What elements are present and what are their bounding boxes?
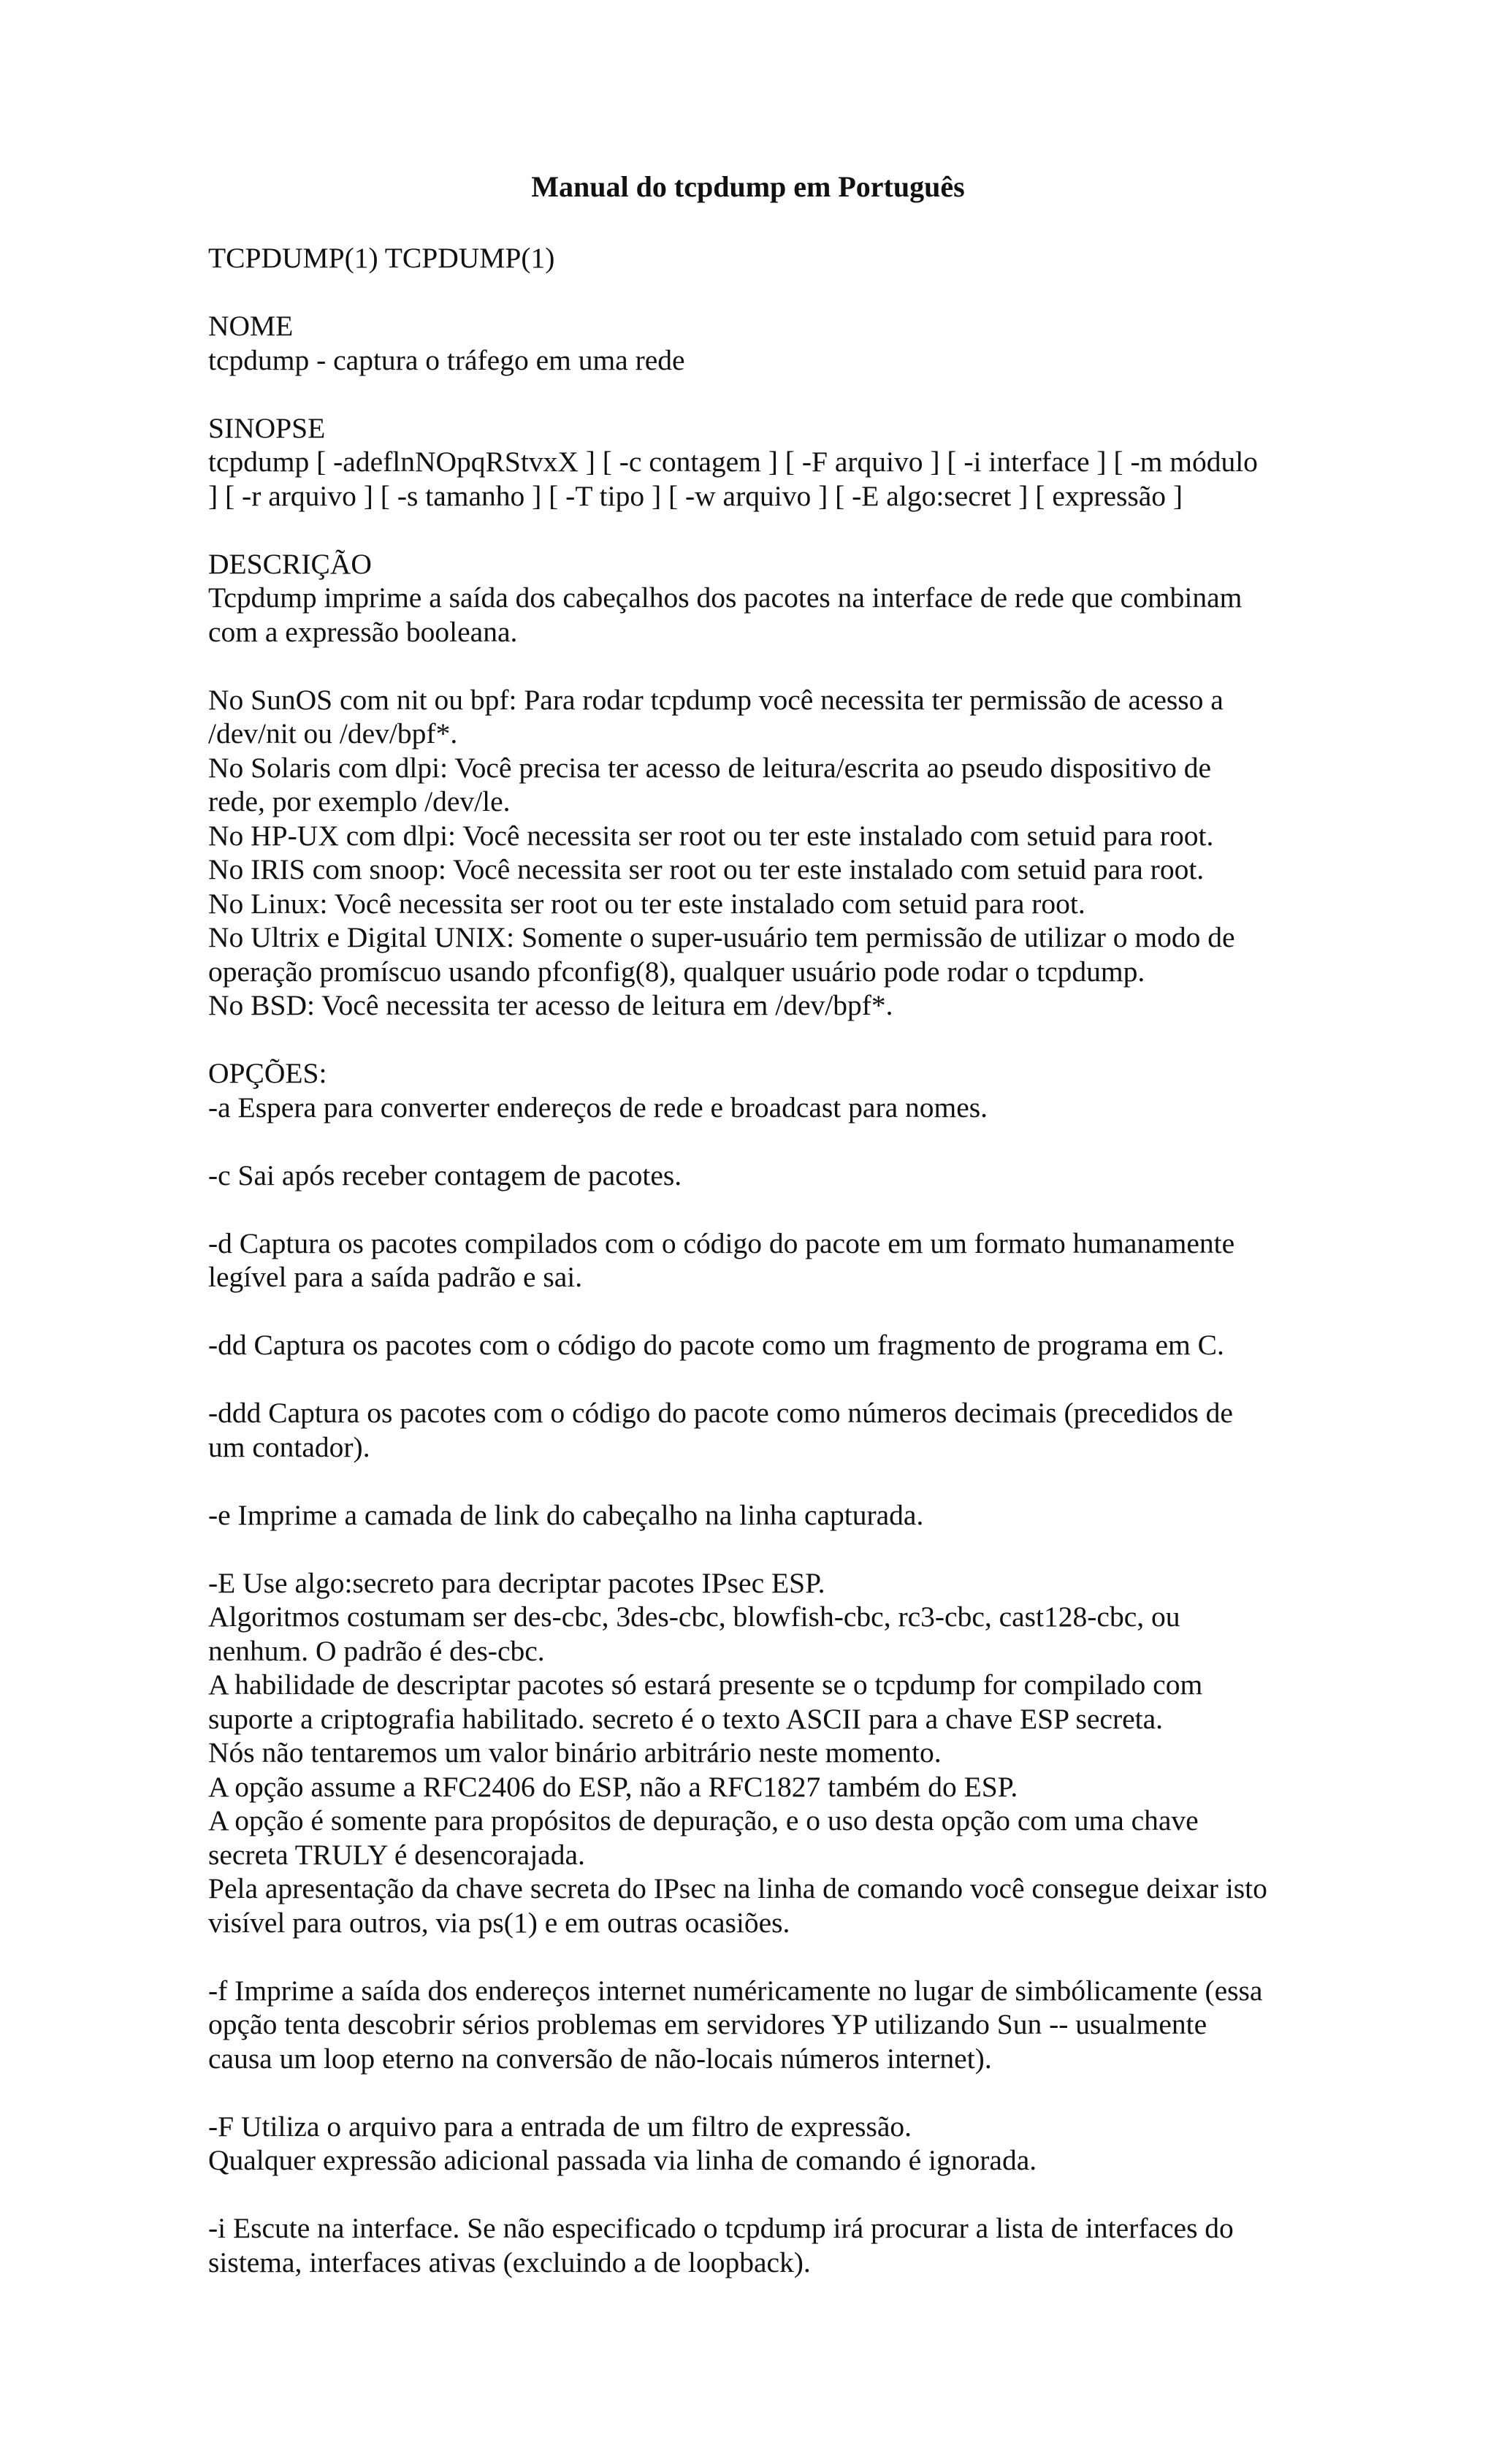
- text-line: legível para a saída padrão e sai.: [208, 1261, 583, 1293]
- text-line: -i Escute na interface. Se não especificado o tcpdump irá procurar a lista de interfaces do: [208, 2212, 1234, 2244]
- text-line: No Solaris com dlpi: Você precisa ter acesso de leitura/escrita ao pseudo dispositivo de: [208, 751, 1212, 784]
- paragraph: [208, 1328, 1311, 1362]
- paragraph: [208, 2211, 1311, 2279]
- text-line: -e Imprime a camada de link do cabeçalho na linha capturada.: [208, 1498, 924, 1531]
- text-line: A opção é somente para propósitos de depuração, e o uso desta opção com uma chave: [208, 1804, 1199, 1836]
- text-line: Tcpdump imprime a saída dos cabeçalhos dos pacotes na interface de rede que combinam: [208, 581, 1243, 614]
- paragraph: [208, 1498, 1311, 1533]
- text-line: -a Espera para converter endereços de rede e broadcast para nomes.: [208, 1091, 988, 1124]
- text-line: No IRIS com snoop: Você necessita ser root ou ter este instalado com setuid para root.: [208, 853, 1205, 885]
- text-line: operação promíscuo usando pfconfig(8), qualquer usuário pode rodar o tcpdump.: [208, 955, 1145, 988]
- text-line: No Linux: Você necessita ser root ou ter este instalado com setuid para root.: [208, 887, 1085, 920]
- text-line: Qualquer expressão adicional passada via linha de comando é ignorada.: [208, 2144, 1037, 2176]
- text-line: OPÇÕES:: [208, 1057, 327, 1089]
- text-line: Algoritmos costumam ser des-cbc, 3des-cbc, blowfish-cbc, rc3-cbc, cast128-cbc, ou: [208, 1601, 1180, 1633]
- text-line: -F Utiliza o arquivo para a entrada de um filtro de expressão.: [208, 2110, 912, 2143]
- text-line: rede, por exemplo /dev/le.: [208, 785, 511, 817]
- paragraph: [208, 683, 1311, 1023]
- text-line: No BSD: Você necessita ter acesso de leitura em /dev/bpf*.: [208, 989, 893, 1021]
- text-line: tcpdump - captura o tráfego em uma rede: [208, 343, 685, 376]
- text-line: -c Sai após receber contagem de pacotes.: [208, 1159, 682, 1191]
- text-line: -E Use algo:secreto para decriptar pacotes IPsec ESP.: [208, 1566, 825, 1599]
- paragraph: [208, 1159, 1311, 1193]
- text-line: secreta TRULY é desencorajada.: [208, 1838, 585, 1871]
- paragraph: [208, 1227, 1311, 1294]
- text-line: No SunOS com nit ou bpf: Para rodar tcpdump você necessita ter permissão de acesso a: [208, 683, 1224, 716]
- paragraph: [208, 1566, 1311, 1940]
- paragraph: [208, 547, 1311, 649]
- paragraph: [208, 1974, 1311, 2076]
- paragraph: [208, 1056, 1311, 1124]
- paragraph: [208, 411, 1311, 514]
- paragraph: [208, 2110, 1311, 2178]
- text-line: sistema, interfaces ativas (excluindo a de loopback).: [208, 2246, 811, 2278]
- text-line: NOME: [208, 310, 294, 342]
- text-line: -ddd Captura os pacotes com o código do pacote como números decimais (precedidos de: [208, 1397, 1233, 1429]
- text-line: -dd Captura os pacotes com o código do pacote como um fragmento de programa em C.: [208, 1329, 1224, 1361]
- text-line: /dev/nit ou /dev/bpf*.: [208, 717, 458, 750]
- text-line: tcpdump [ -adeflnNOpqRStvxX ] [ -c contagem ] [ -F arquivo ] [ -i interface ] [ -m módulo: [208, 446, 1258, 478]
- text-line: um contador).: [208, 1430, 370, 1463]
- text-line: opção tenta descobrir sérios problemas em servidores YP utilizando Sun -- usualmente: [208, 2008, 1207, 2040]
- document-title: Manual do tcpdump em Português: [531, 170, 965, 203]
- text-line: No Ultrix e Digital UNIX: Somente o super-usuário tem permissão de utilizar o modo de: [208, 921, 1235, 953]
- text-line: DESCRIÇÃO: [208, 547, 372, 580]
- text-line: suporte a criptografia habilitado. secreto é o texto ASCII para a chave ESP secreta.: [208, 1702, 1164, 1735]
- text-line: -d Captura os pacotes compilados com o código do pacote em um formato humanamente: [208, 1227, 1235, 1259]
- text-line: causa um loop eterno na conversão de não-locais números internet).: [208, 2042, 992, 2075]
- paragraph: [208, 1396, 1311, 1464]
- text-line: -f Imprime a saída dos endereços internet numéricamente no lugar de simbólicamente (essa: [208, 1974, 1263, 2007]
- text-line: ] [ -r arquivo ] [ -s tamanho ] [ -T tipo ] [ -w arquivo ] [ -E algo:secret ] [ expressão ]: [208, 479, 1183, 512]
- text-line: TCPDUMP(1) TCPDUMP(1): [208, 242, 555, 274]
- document-body: [208, 241, 1311, 2279]
- text-line: Nós não tentaremos um valor binário arbitrário neste momento.: [208, 1736, 942, 1769]
- paragraph: [208, 241, 1311, 275]
- paragraph: [208, 309, 1311, 377]
- text-line: Pela apresentação da chave secreta do IPsec na linha de comando você consegue deixar isto: [208, 1872, 1267, 1904]
- text-line: A habilidade de descriptar pacotes só estará presente se o tcpdump for compilado com: [208, 1668, 1203, 1701]
- text-line: A opção assume a RFC2406 do ESP, não a RFC1827 também do ESP.: [208, 1770, 1018, 1803]
- text-line: No HP-UX com dlpi: Você necessita ser root ou ter este instalado com setuid para root.: [208, 819, 1214, 852]
- text-line: visível para outros, via ps(1) e em outras ocasiões.: [208, 1906, 790, 1939]
- text-line: SINOPSE: [208, 411, 326, 444]
- text-line: nenhum. O padrão é des-cbc.: [208, 1634, 545, 1667]
- text-line: com a expressão booleana.: [208, 615, 518, 648]
